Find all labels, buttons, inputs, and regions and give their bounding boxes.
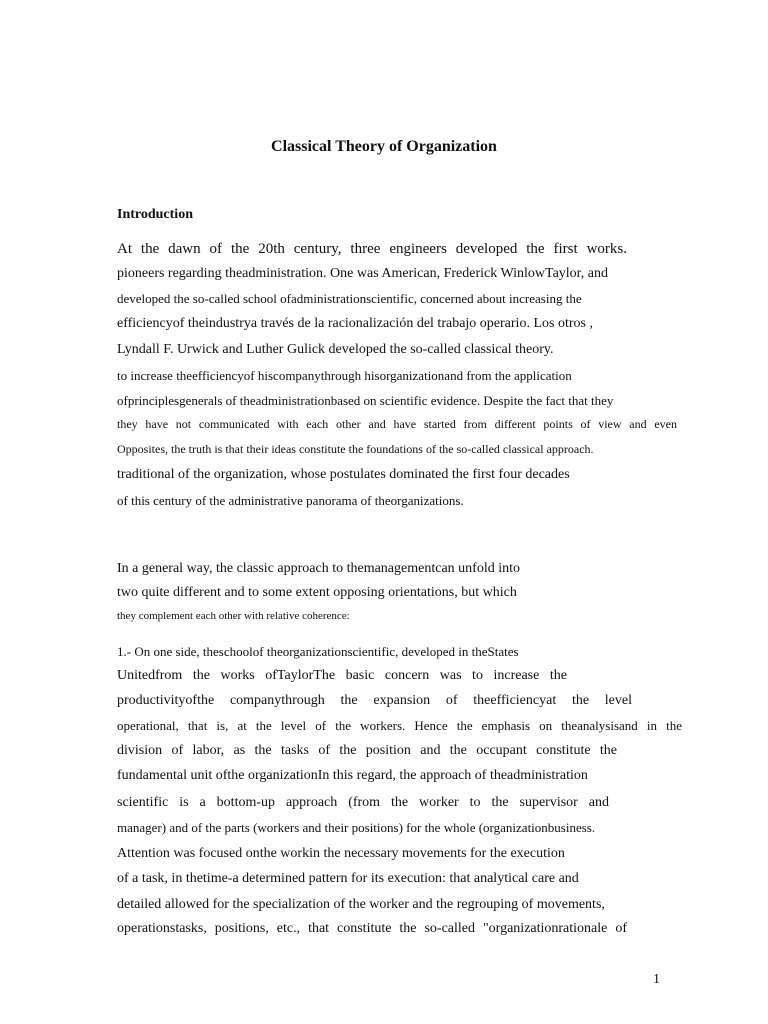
text-line: division of labor, as the tasks of the position and the occupant constitute the [117, 743, 617, 758]
text-line: they complement each other with relative coherence: [117, 610, 350, 622]
text-line: scientific is a bottom-up approach (from the worker to the supervisor and [117, 795, 609, 810]
text-line: Opposites, the truth is that their ideas constitute the foundations of the so-called classical approach. [117, 442, 594, 456]
text-line: Lyndall F. Urwick and Luther Gulick developed the so-called classical theory. [117, 342, 554, 357]
text-line: efficiencyof theindustrya través de la racionalización del trabajo operario. Los otros , [117, 316, 593, 331]
text-line: of a task, in thetime-a determined pattern for its execution: that analytical care and [117, 871, 579, 886]
text-line: developed the so-called school ofadministrationscientific, concerned about increasing the [117, 291, 582, 306]
text-line: manager) and of the parts (workers and their positions) for the whole (organizationbusiness. [117, 820, 596, 835]
text-line: At the dawn of the 20th century, three engineers developed the first works. [117, 241, 627, 257]
text-line: 1.- On one side, theschoolof theorganizationscientific, developed in theStates [117, 644, 519, 659]
text-line: fundamental unit ofthe organizationIn this regard, the approach of theadministration [117, 768, 588, 783]
section-heading: Introduction [117, 207, 193, 222]
text-line: Unitedfrom the works ofTaylorThe basic concern was to increase the [117, 668, 567, 683]
text-line: ofprinciplesgenerals of theadministrationbased on scientific evidence. Despite the fact that they [117, 393, 614, 408]
text-line: pioneers regarding theadministration. One was American, Frederick WinlowTaylor, and [117, 266, 608, 281]
text-line: to increase theefficiencyof hiscompanythrough hisorganizationand from the application [117, 368, 572, 383]
text-line: of this century of the administrative panorama of theorganizations. [117, 493, 464, 508]
text-line: productivityofthe companythrough the expansion of theefficiencyat the level [117, 693, 632, 708]
text-line: operational, that is, at the level of the workers. Hence the emphasis on theanalysisand in the [117, 718, 682, 733]
text-line: detailed allowed for the specialization of the worker and the regrouping of movements, [117, 897, 605, 912]
page-number: 1 [653, 972, 660, 987]
text-line: In a general way, the classic approach to themanagementcan unfold into [117, 561, 520, 576]
text-line: two quite different and to some extent opposing orientations, but which [117, 585, 517, 600]
text-line: Attention was focused onthe workin the necessary movements for the execution [117, 846, 565, 861]
text-line: traditional of the organization, whose postulates dominated the first four decades [117, 467, 570, 482]
text-line: operationstasks, positions, etc., that constitute the so-called "organizationrationale of [117, 921, 627, 936]
document-title: Classical Theory of Organization [271, 138, 497, 155]
text-line: they have not communicated with each other and have started from different points of view and even [117, 417, 677, 431]
